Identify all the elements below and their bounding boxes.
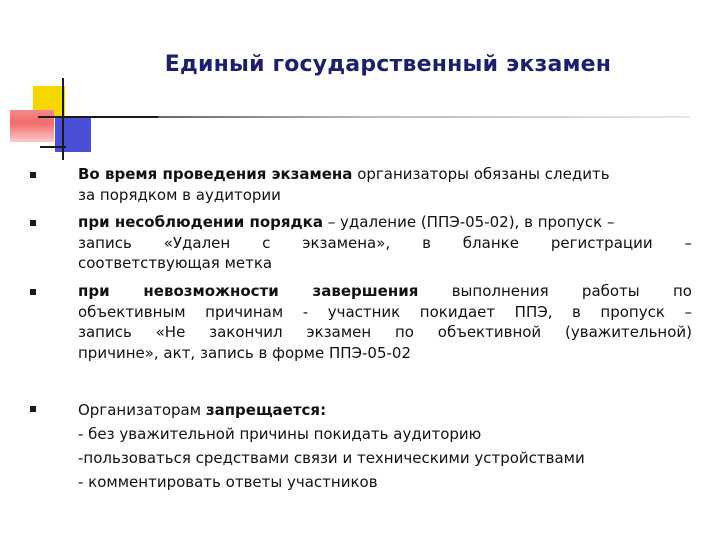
bullet-square-icon: [30, 406, 36, 412]
list-item-line: [78, 212, 692, 233]
bullet-square-icon: [30, 220, 36, 226]
list-item-line: запись «Удален с экзамена», в бланке регистрации –: [78, 233, 692, 252]
list-item-line: [78, 164, 692, 185]
list-item-line: - без уважительной причины покидать аудиторию: [78, 425, 482, 443]
list-item: [78, 281, 692, 363]
list-item-line: объективным причинам - участник покидает ППЭ, в пропуск –: [78, 302, 692, 321]
slide-title-text: Единый государственный экзамен: [164, 52, 612, 77]
list-item-line: - комментировать ответы участников: [78, 473, 378, 491]
list-item-rest: выполнения работы по: [451, 282, 692, 300]
list-item: [78, 212, 692, 274]
list-item-line: запись «Не закончил экзамен по объективной (уважительной): [78, 323, 692, 341]
list-item-lead: при невозможности завершения: [78, 282, 419, 300]
bullet-square-icon: [30, 172, 36, 178]
list-item-line: причине», акт, запись в форме ППЭ-05-02: [78, 343, 412, 362]
list-item-rest: – удаление (ППЭ-05-02), в пропуск –: [327, 213, 615, 231]
list-item-lead: Организаторам: [78, 401, 202, 419]
list-item-line: [78, 398, 692, 422]
list-item-line: -пользоваться средствами связи и техническими устройствами: [78, 449, 585, 467]
list-item-lead: Во время проведения экзамена: [78, 165, 353, 183]
list-item-line: соответствующая метка: [78, 254, 273, 272]
list-item: [78, 164, 692, 205]
bullet-square-icon: [30, 289, 36, 295]
list-item-lead: при несоблюдении порядка: [78, 213, 323, 231]
list-item-line: [78, 281, 692, 302]
list-item-line: за порядком в аудитории: [78, 185, 281, 204]
list-item: [78, 398, 692, 494]
list-item-rest: запрещается:: [205, 401, 327, 419]
list-item-rest: организаторы обязаны следить: [357, 165, 610, 183]
